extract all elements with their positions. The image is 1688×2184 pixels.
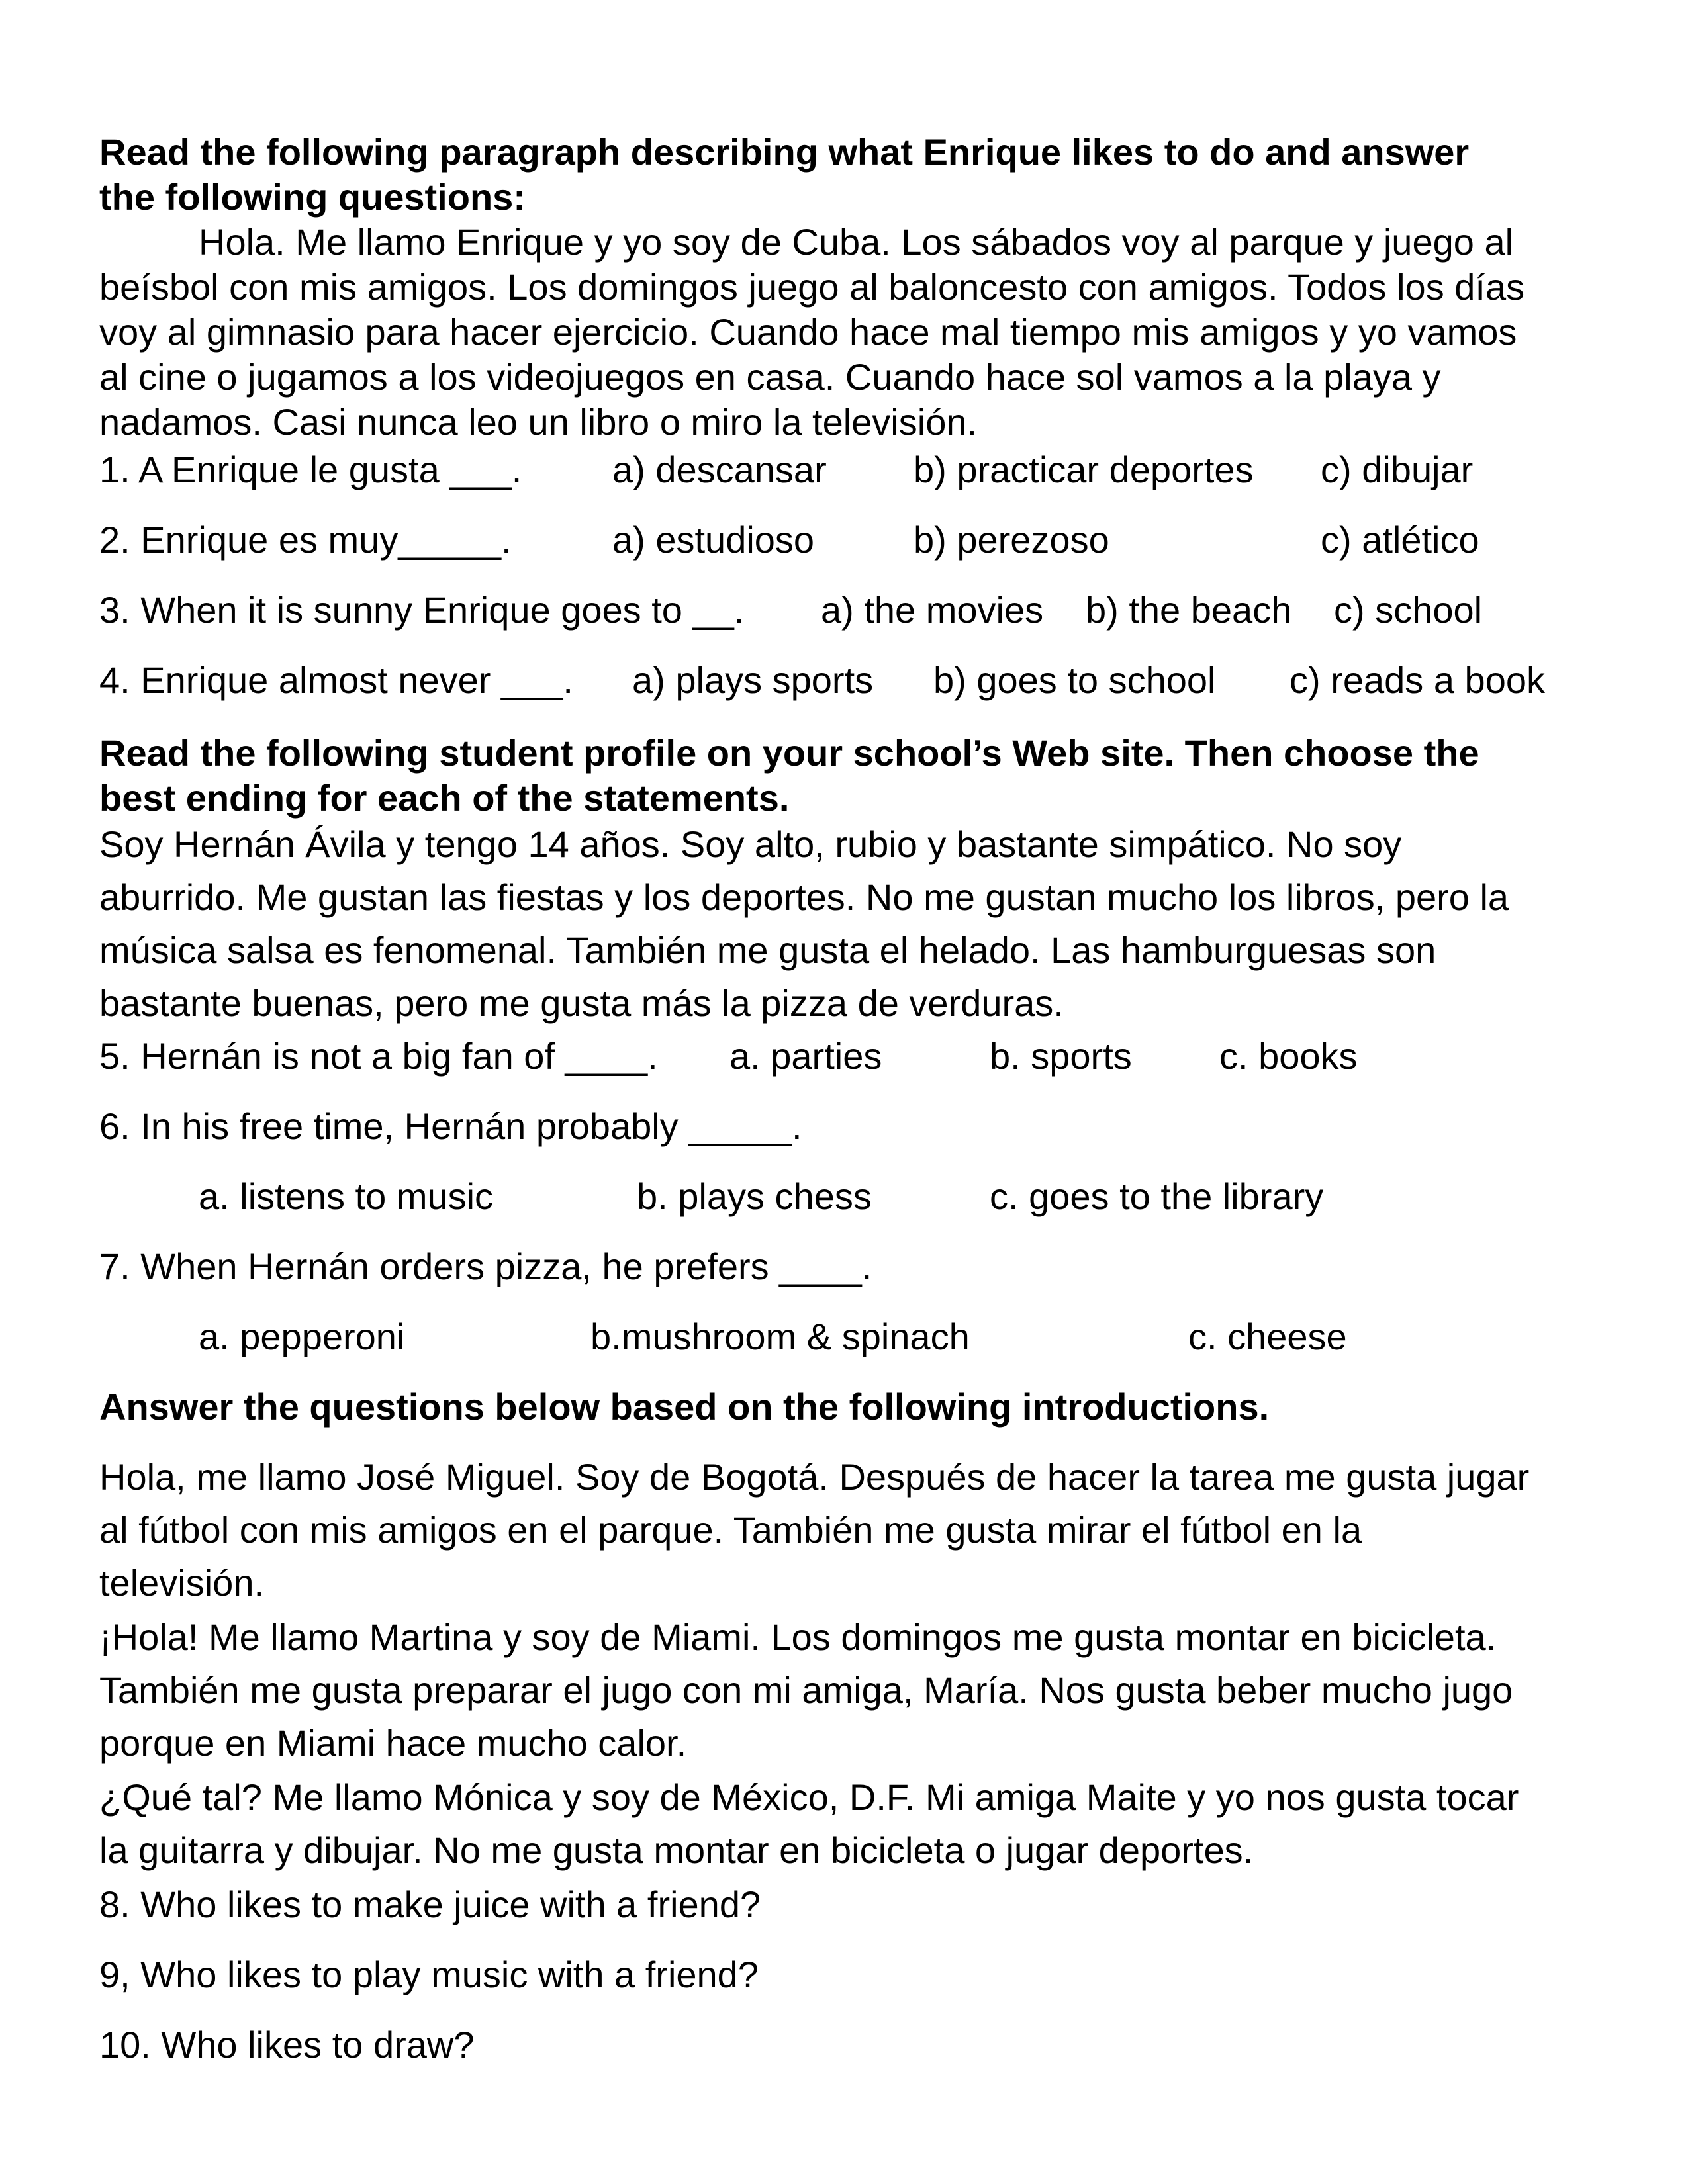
monica-intro-line1: ¿Qué tal? Me llamo Mónica y soy de México, D.F. Mi amiga Maite y yo nos gusta tocar — [99, 1776, 1519, 1818]
question-5-prompt: 5. Hernán is not a big fan of ____. — [99, 1035, 658, 1077]
section1-instructions-line1: Read the following paragraph describing what Enrique likes to do and answer — [99, 131, 1470, 173]
hernan-passage-line4: bastante buenas, pero me gusta más la pizza de verduras. — [99, 982, 1064, 1024]
question-3-option-a: a) the movies — [821, 589, 1044, 631]
question-2-prompt: 2. Enrique es muy_____. — [99, 519, 512, 561]
question-8: 8. Who likes to make juice with a friend? — [99, 1884, 761, 1925]
question-4-option-c: c) reads a book — [1289, 659, 1545, 701]
question-1-option-b: b) practicar deportes — [914, 449, 1254, 490]
question-1-option-a: a) descansar — [612, 449, 827, 490]
question-5-option-a: a. parties — [729, 1035, 882, 1077]
question-6-prompt: 6. In his free time, Hernán probably _____. — [99, 1105, 802, 1147]
hernan-passage-line2: aburrido. Me gustan las fiestas y los deportes. No me gustan mucho los libros, pero la — [99, 876, 1509, 918]
jose-intro-line3: televisión. — [99, 1562, 265, 1604]
question-7-option-b: b.mushroom & spinach — [590, 1316, 970, 1357]
martina-intro-line1: ¡Hola! Me llamo Martina y soy de Miami. Los domingos me gusta montar en bicicleta. — [99, 1616, 1497, 1658]
question-1-prompt: 1. A Enrique le gusta ___. — [99, 449, 522, 490]
enrique-passage-line5: nadamos. Casi nunca leo un libro o miro la televisión. — [99, 401, 978, 443]
hernan-passage-line3: música salsa es fenomenal. También me gusta el helado. Las hamburguesas son — [99, 929, 1436, 971]
question-7-option-c: c. cheese — [1188, 1316, 1347, 1357]
question-3-option-b: b) the beach — [1086, 589, 1292, 631]
jose-intro-line2: al fútbol con mis amigos en el parque. También me gusta mirar el fútbol en la — [99, 1509, 1362, 1551]
question-2-option-c: c) atlético — [1321, 519, 1479, 561]
enrique-passage-line2: beísbol con mis amigos. Los domingos juego al baloncesto con amigos. Todos los días — [99, 266, 1525, 308]
question-6-option-b: b. plays chess — [637, 1175, 872, 1217]
section3-instructions: Answer the questions below based on the following introductions. — [99, 1386, 1270, 1428]
question-6-option-a: a. listens to music — [199, 1175, 494, 1217]
question-9: 9, Who likes to play music with a friend? — [99, 1954, 759, 1995]
jose-intro-line1: Hola, me llamo José Miguel. Soy de Bogotá. Después de hacer la tarea me gusta jugar — [99, 1456, 1530, 1498]
martina-intro-line3: porque en Miami hace mucho calor. — [99, 1722, 687, 1764]
question-4-option-a: a) plays sports — [632, 659, 874, 701]
section1-instructions-line2: the following questions: — [99, 176, 526, 218]
martina-intro-line2: También me gusta preparar el jugo con mi amiga, María. Nos gusta beber mucho jugo — [99, 1669, 1513, 1711]
section2-instructions-line1: Read the following student profile on your school’s Web site. Then choose the — [99, 732, 1479, 774]
monica-intro-line2: la guitarra y dibujar. No me gusta montar en bicicleta o jugar deportes. — [99, 1829, 1254, 1871]
question-2-option-a: a) estudioso — [612, 519, 815, 561]
question-1-option-c: c) dibujar — [1321, 449, 1474, 490]
question-3-option-c: c) school — [1334, 589, 1483, 631]
section2-instructions-line2: best ending for each of the statements. — [99, 777, 790, 819]
question-5-option-c: c. books — [1219, 1035, 1358, 1077]
question-5-option-b: b. sports — [990, 1035, 1132, 1077]
question-10: 10. Who likes to draw? — [99, 2024, 475, 2066]
question-7-option-a: a. pepperoni — [199, 1316, 405, 1357]
hernan-passage-line1: Soy Hernán Ávila y tengo 14 años. Soy alto, rubio y bastante simpático. No soy — [99, 823, 1402, 865]
question-2-option-b: b) perezoso — [914, 519, 1109, 561]
enrique-passage-line1: Hola. Me llamo Enrique y yo soy de Cuba. Los sábados voy al parque y juego al — [199, 221, 1514, 263]
enrique-passage-line4: al cine o jugamos a los videojuegos en casa. Cuando hace sol vamos a la playa y — [99, 356, 1441, 398]
question-6-option-c: c. goes to the library — [990, 1175, 1324, 1217]
question-7-prompt: 7. When Hernán orders pizza, he prefers ____. — [99, 1246, 872, 1287]
question-4-option-b: b) goes to school — [933, 659, 1216, 701]
question-4-prompt: 4. Enrique almost never ___. — [99, 659, 573, 701]
question-3-prompt: 3. When it is sunny Enrique goes to __. — [99, 589, 745, 631]
enrique-passage-line3: voy al gimnasio para hacer ejercicio. Cuando hace mal tiempo mis amigos y yo vamos — [99, 311, 1517, 353]
